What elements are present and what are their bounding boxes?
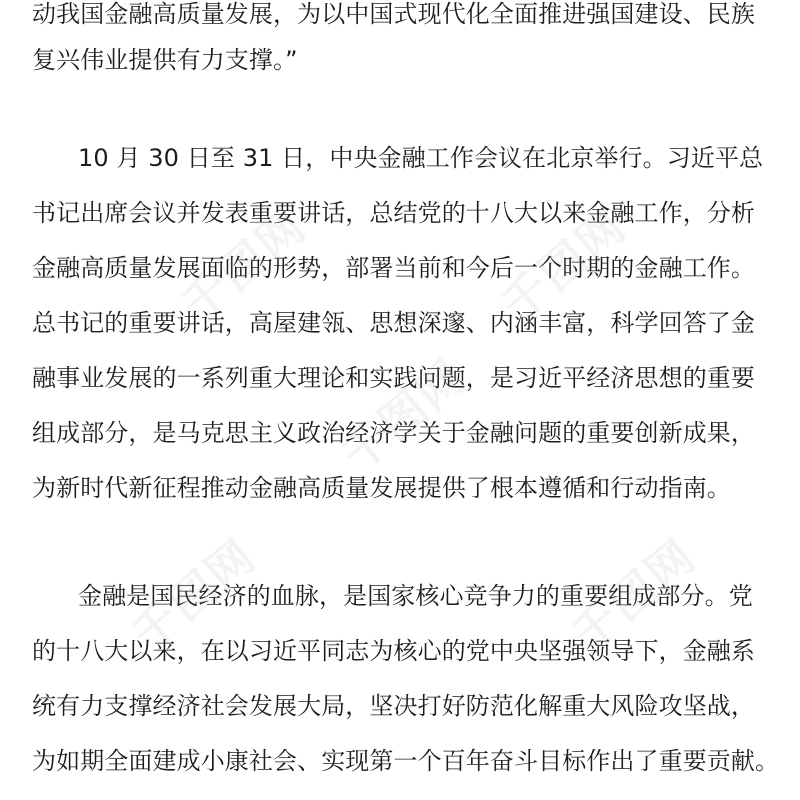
paragraph-2-line-2: 的十八大以来，在以习近平同志为核心的党中央坚强领导下，金融系 [32,637,755,665]
paragraph-2-line-3: 统有力支撑经济社会发展大局，坚决打好防范化解重大风险攻坚战， [32,692,755,720]
watermark: 千图网 [121,528,267,663]
watermark: 千图网 [171,198,317,333]
paragraph-1-line-7: 为新时代新征程推动金融高质量发展提供了根本遵循和行动指南。 [32,474,731,502]
paragraph-1-line-5: 融事业发展的一系列重大理论和实践问题，是习近平经济思想的重要 [32,364,755,392]
paragraph-2-line-1: 金融是国民经济的血脉，是国家核心竞争力的重要组成部分。党 [78,582,753,610]
paragraph-0-line-1: 动我国金融高质量发展，为以中国式现代化全面推进强国建设、民族 [32,0,755,28]
watermark: 千图网 [491,198,637,333]
paragraph-1-line-2: 书记出席会议并发表重要讲话，总结党的十八大以来金融工作，分析 [32,199,755,227]
paragraph-1-line-3: 金融高质量发展面临的形势，部署当前和今后一个时期的金融工作。 [32,254,755,282]
paragraph-1-line-4: 总书记的重要讲话，高屋建瓴、思想深邃、内涵丰富，科学回答了金 [32,309,755,337]
paragraph-1-line-1: 10 月 30 日至 31 日，中央金融工作会议在北京举行。习近平总 [78,144,764,172]
paragraph-2-line-4: 为如期全面建成小康社会、实现第一个百年奋斗目标作出了重要贡献。 [32,747,780,775]
paragraph-0-line-2: 复兴伟业提供有力支撑。” [32,46,298,74]
watermark: 千图网 [331,348,477,483]
watermark: 千图网 [561,528,707,663]
paragraph-1-line-6: 组成部分，是马克思主义政治经济学关于金融问题的重要创新成果， [32,419,755,447]
